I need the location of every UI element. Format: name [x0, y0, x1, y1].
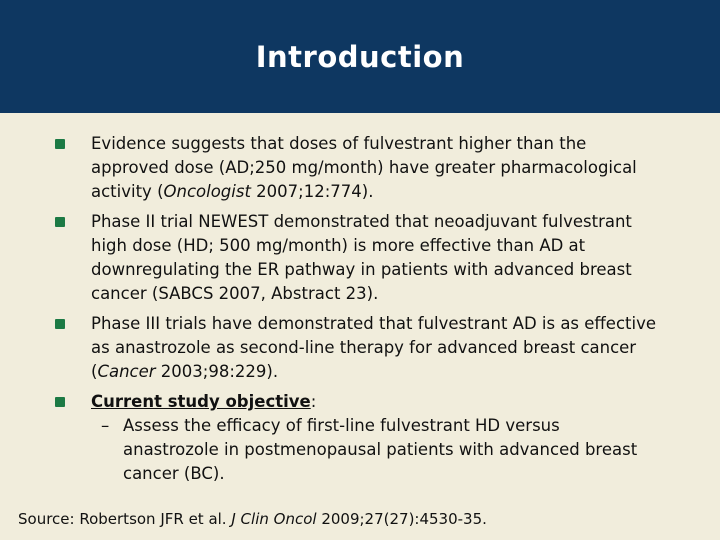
slide-title: Introduction [255, 40, 465, 74]
sub-bullet-item: – Assess the efficacy of first-line fulvestrant HD versus anastrozole in postmenopausal patients with advanced breast cancer (BC). [101, 416, 638, 483]
dash-bullet-icon: – [101, 416, 110, 435]
bullet-item-1: Evidence suggests that doses of fulvestrant higher than the approved dose (AD;250 mg/month) have greater pharmacological activity (Oncologist 2007;12:774). [0, 132, 720, 204]
study-objective-label: Current study objective [91, 392, 311, 411]
square-bullet-icon [55, 397, 65, 407]
square-bullet-icon [55, 139, 65, 149]
bullet-item-2: Phase II trial NEWEST demonstrated that neoadjuvant fulvestrant high dose (HD; 500 mg/month) is more effective than AD at downregulating the ER pathway in patients with advanced breast cancer (SABCS 2007, Abstract 23). [0, 210, 720, 306]
bullet-item-3: Phase III trials have demonstrated that fulvestrant AD is as effective as anastrozole as second-line therapy for advanced breast cancer (Cancer 2003;98:229). [0, 312, 720, 384]
bullet-list [0, 132, 720, 486]
bullet-item-4: Current study objective: [0, 390, 720, 414]
square-bullet-icon [55, 319, 65, 329]
title-bar [0, 0, 720, 113]
source-citation: Source: Robertson JFR et al. J Clin Oncol 2009;27(27):4530-35. [18, 510, 487, 528]
square-bullet-icon [55, 217, 65, 227]
